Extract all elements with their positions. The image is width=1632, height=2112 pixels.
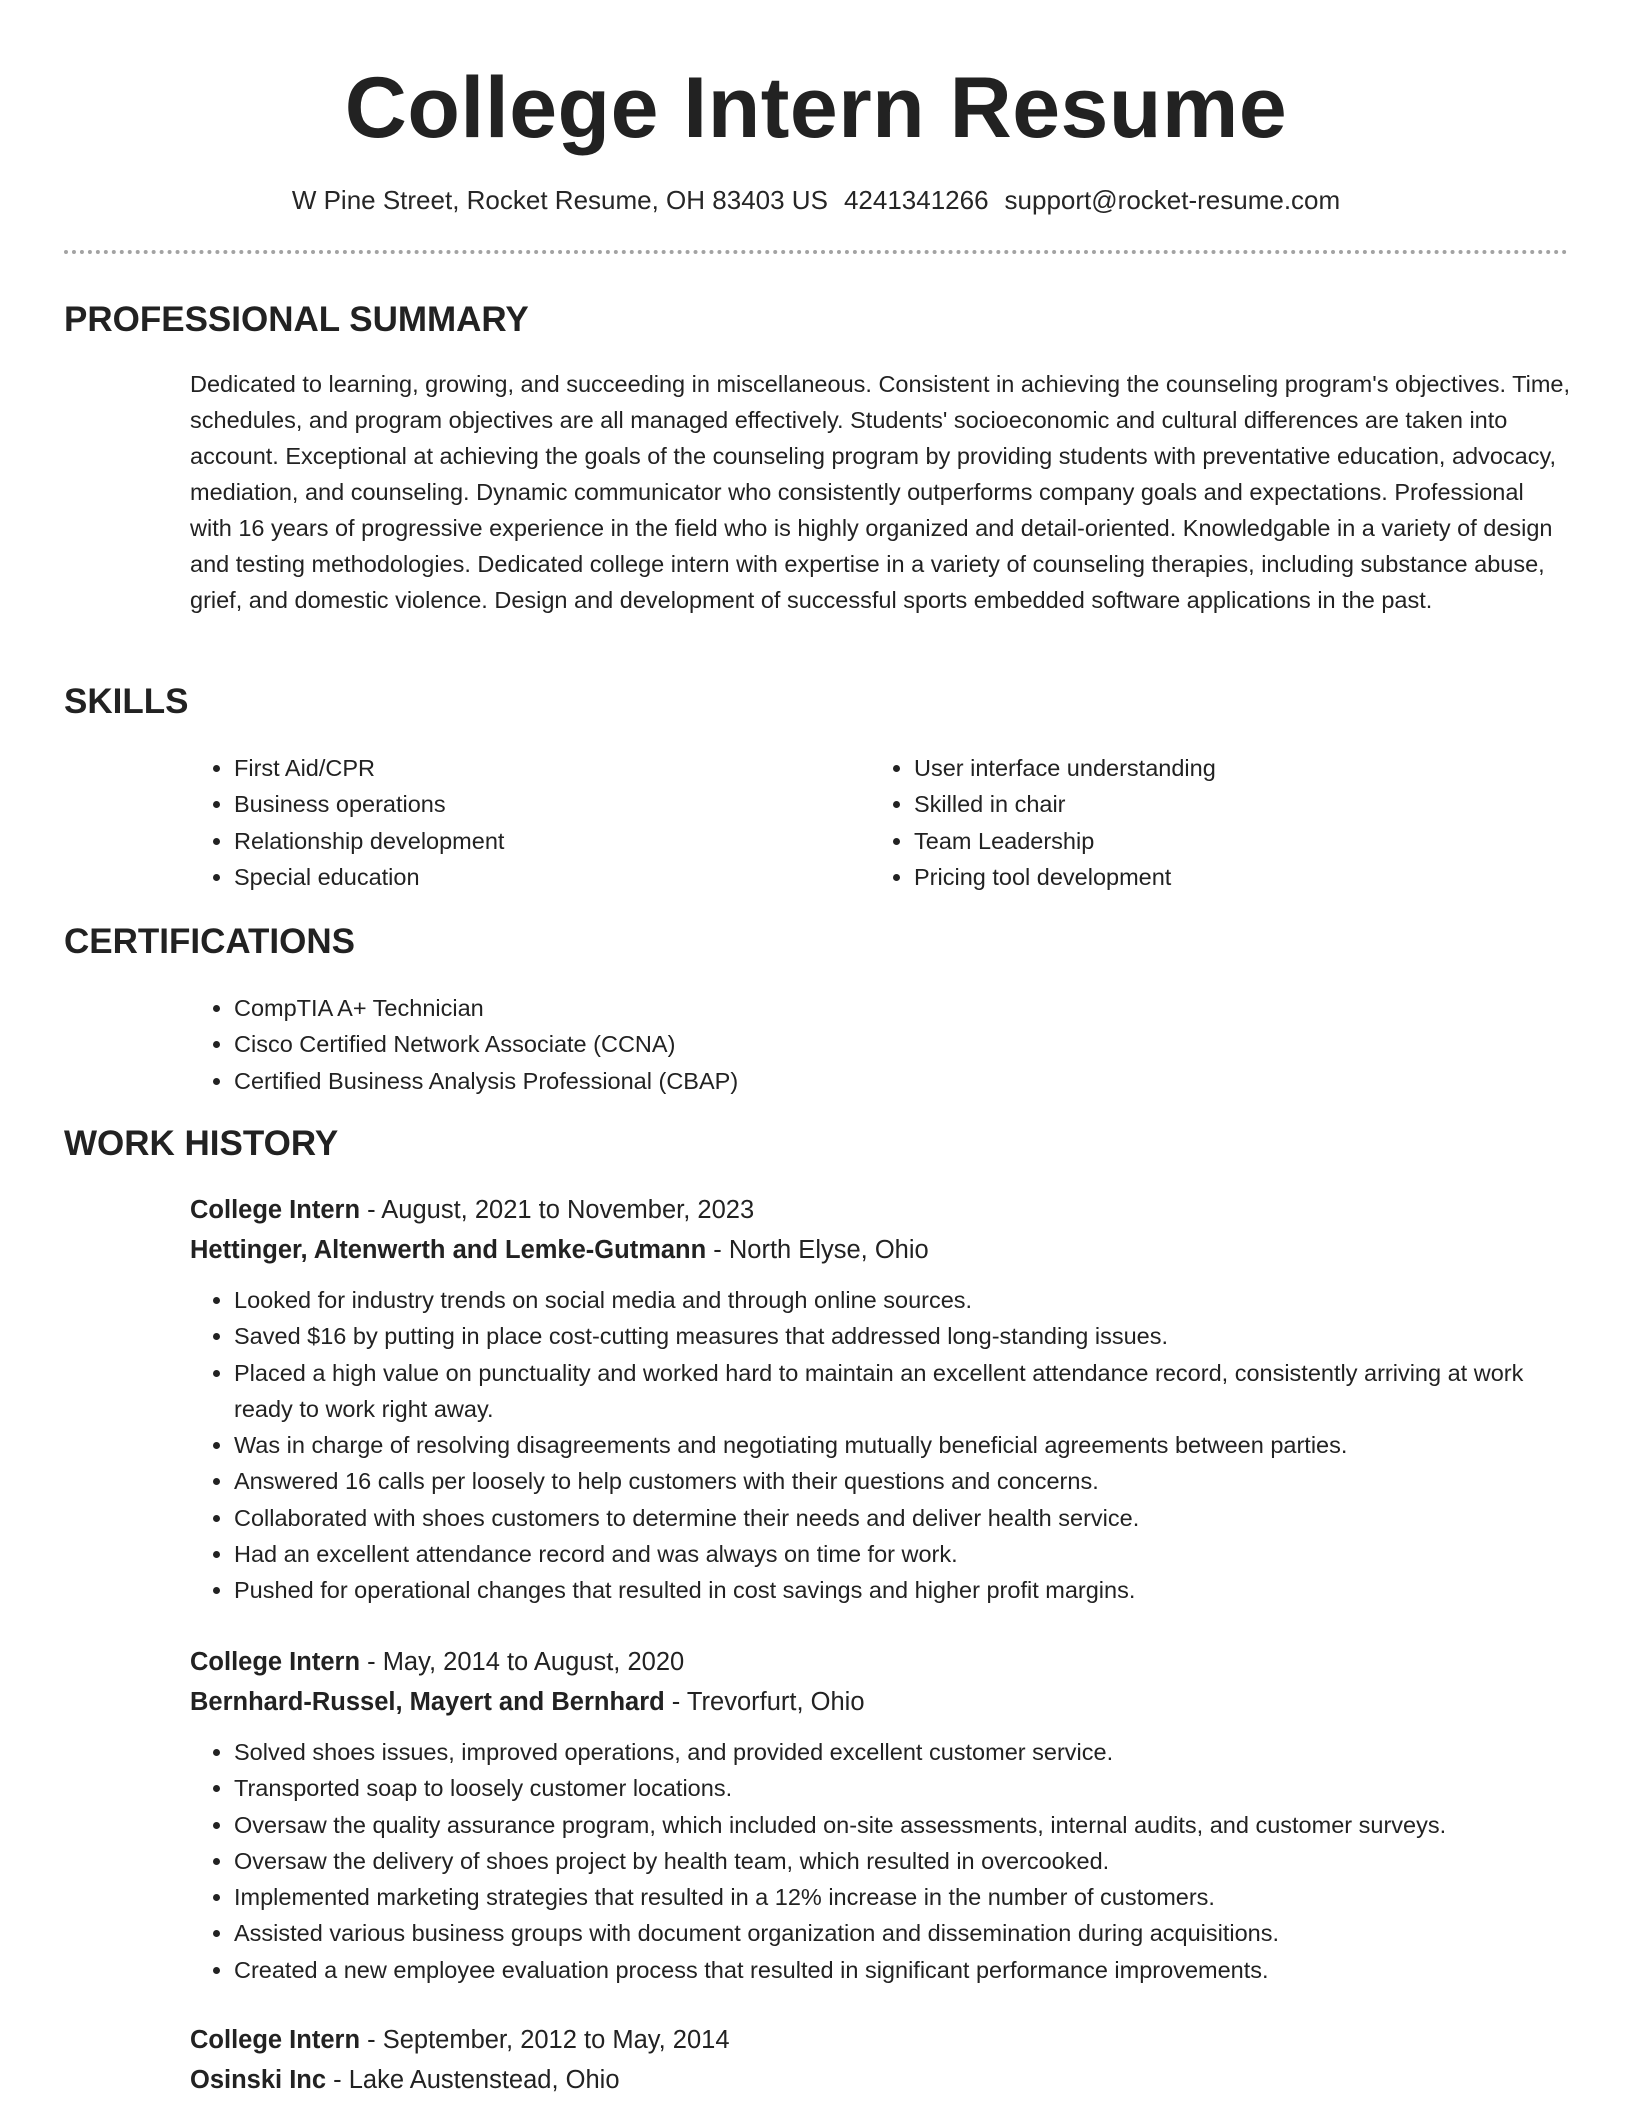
skills-column-right [870,750,1510,895]
certification-item: • CompTIA A+ Technician [234,990,1570,1026]
job-bullet: • Collaborated with shoes customers to determine their needs and deliver health service. [234,1500,1570,1536]
section-title-certifications: CERTIFICATIONS [64,922,356,961]
section-title-work-history: WORK HISTORY [64,1124,339,1163]
job-bullet: • Placed a high value on punctuality and worked hard to maintain an excellent attendance record, consistently arriving at work ready to work right away. [234,1355,1570,1428]
skills-column-left [190,750,830,895]
job-entry [190,2020,1570,2100]
job-bullet: • Implemented marketing strategies that resulted in a 12% increase in the number of customers. [234,1879,1570,1915]
job-bullet: • Assisted various business groups with document organization and dissemination during acquisitions. [234,1915,1570,1951]
skill-item: • Team Leadership [914,823,1510,859]
skill-item: • Skilled in chair [914,786,1510,822]
job-dates: - September, 2012 to May, 2014 [360,2026,730,2054]
job-bullet: • Had an excellent attendance record and was always on time for work. [234,1536,1570,1572]
job-company-line [190,1682,1570,1722]
job-title: College Intern [190,1196,361,1224]
section-title-skills: SKILLS [64,682,189,721]
job-bullet: • Answered 16 calls per loosely to help customers with their questions and concerns. [234,1463,1570,1499]
job-bullet: • Oversaw the quality assurance program, which included on-site assessments, internal audits, and customer surveys. [234,1807,1570,1843]
certifications-list [190,990,1570,1099]
job-bullet: • Was in charge of resolving disagreements and negotiating mutually beneficial agreements between parties. [234,1427,1570,1463]
contact-address: W Pine Street, Rocket Resume, OH 83403 US [291,185,828,215]
job-company-line [190,1230,1570,1270]
job-bullet: • Saved $16 by putting in place cost-cutting measures that addressed long-standing issues. [234,1318,1570,1354]
job-entry [190,1642,1570,1988]
job-dates: - August, 2021 to November, 2023 [360,1196,755,1224]
job-company: Hettinger, Altenwerth and Lemke-Gutmann [190,1236,707,1264]
job-location: - Trevorfurt, Ohio [664,1688,865,1716]
job-title: College Intern [190,1648,361,1676]
job-company: Bernhard-Russel, Mayert and Bernhard [190,1688,665,1716]
job-title-line [190,2020,1570,2060]
resume-title: College Intern Resume [344,60,1288,156]
certification-item: • Certified Business Analysis Professional (CBAP) [234,1063,1570,1099]
job-bullet: • Oversaw the delivery of shoes project by health team, which resulted in overcooked. [234,1843,1570,1879]
skill-item: • User interface understanding [914,750,1510,786]
contact-email[interactable]: support@rocket-resume.com [1004,185,1341,215]
job-bullet: • Solved shoes issues, improved operations, and provided excellent customer service. [234,1734,1570,1770]
contact-line [64,182,1568,218]
job-bullet: • Transported soap to loosely customer locations. [234,1770,1570,1806]
job-title-line [190,1642,1570,1682]
skill-item: • Business operations [234,786,830,822]
job-bullet: • Created a new employee evaluation process that resulted in significant performance improvements. [234,1952,1570,1988]
job-title-line [190,1190,1570,1230]
job-title: College Intern [190,2026,361,2054]
skill-item: • Special education [234,859,830,895]
section-title-summary: PROFESSIONAL SUMMARY [64,300,529,339]
job-bullet: • Looked for industry trends on social media and through online sources. [234,1282,1570,1318]
job-entry [190,1190,1570,1609]
job-company-line [190,2060,1570,2100]
job-bullet: • Pushed for operational changes that resulted in cost savings and higher profit margins. [234,1572,1570,1608]
job-location: - North Elyse, Ohio [706,1236,929,1264]
resume-page [64,0,1571,2094]
skill-item: • Relationship development [234,823,830,859]
header-divider [64,250,1568,254]
certification-item: • Cisco Certified Network Associate (CCNA) [234,1026,1570,1062]
summary-block [190,366,1570,618]
skill-item: • First Aid/CPR [234,750,830,786]
summary-text: Dedicated to learning, growing, and succeeding in miscellaneous. Consistent in achieving the counseling program's objectives. Time, schedules, and program objectives are all managed effectively. Students' socioeconomic and cultural differences are taken into account. Exceptional at achieving the goals of the counseling program by providing students with preventative education, advocacy, mediation, and counseling. Dynamic communicator who consistently outperforms company goals and expectations. Professional with 16 years of progressive experience in the field who is highly organized and detail-oriented. Knowledgable in a variety of design and testing methodologies. Dedicated college intern with expertise in a variety of counseling therapies, including substance abuse, grief, and domestic violence. Design and development of successful sports embedded software applications in the past. [190,371,1571,613]
contact-phone: 4241341266 [843,185,989,215]
job-company: Osinski Inc [190,2066,327,2094]
skill-item: • Pricing tool development [914,859,1510,895]
job-location: - Lake Austenstead, Ohio [326,2066,620,2094]
job-dates: - May, 2014 to August, 2020 [360,1648,685,1676]
